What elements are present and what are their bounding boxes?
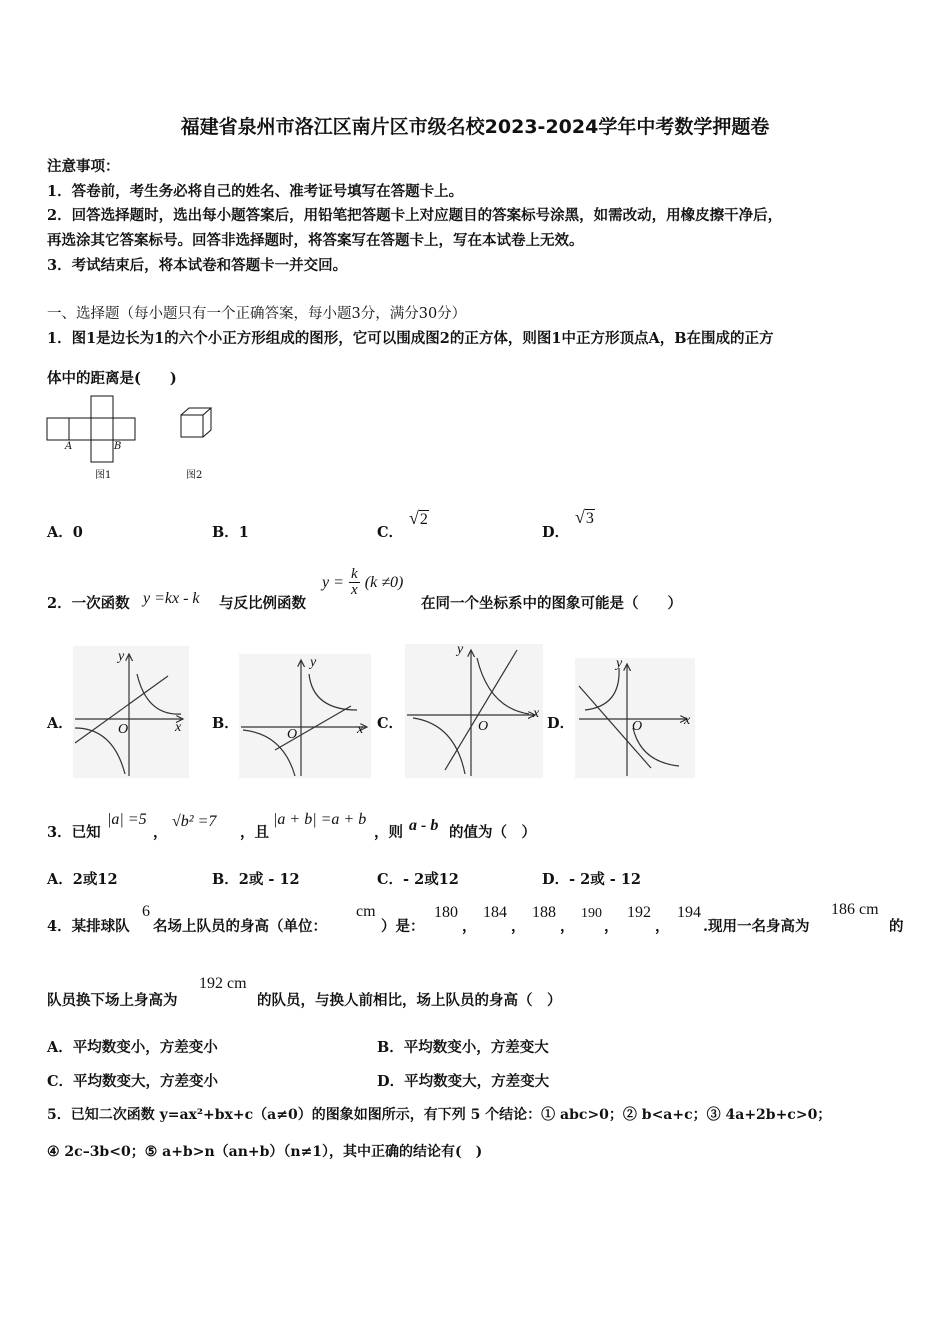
q3-mid: ，且 — [240, 824, 269, 841]
option-value: 1 — [238, 524, 249, 541]
q5-text-cont: ④ 2c–3b<0；⑤ a+b>n（an+b）（n≠1），其中正确的结论有( ) — [47, 1144, 483, 1160]
option-value: 平均数变小，方差变小 — [72, 1039, 218, 1056]
comma: ， — [604, 918, 619, 935]
height-value: 194 — [677, 904, 701, 921]
height-value: 184 — [483, 904, 507, 921]
q2-option-d[interactable]: D． — [547, 715, 575, 732]
q3-prefix: 3．已知 — [47, 824, 101, 841]
linear-function: y =kx - k — [143, 590, 200, 607]
a-minus-b-expression: a - b — [409, 817, 439, 834]
comma: ， — [462, 918, 477, 935]
fraction-numerator: k — [351, 566, 358, 582]
q4-text-cont: 队员换下场上身高为 — [47, 992, 178, 1009]
fraction-denominator: x — [351, 582, 358, 598]
q4-text: ）是： — [381, 918, 425, 935]
q4-text: 4．某排球队 — [47, 918, 130, 935]
origin-label: O — [287, 727, 298, 742]
q2-option-a[interactable]: A． — [47, 715, 73, 732]
q3-option-a[interactable] — [47, 868, 118, 889]
x-axis-label: x — [684, 713, 691, 728]
x-axis-label: x — [533, 706, 540, 721]
y-axis-label: y — [457, 642, 464, 657]
height-value: 190 — [581, 906, 602, 921]
option-key: C． — [377, 871, 404, 888]
cube-net-figure — [45, 395, 145, 465]
q1-text-cont: 体中的距离是( ) — [47, 370, 177, 387]
sqrt-b-expression: √b² =7 — [172, 813, 217, 830]
height-value: 188 — [532, 904, 556, 921]
point-a-label: A — [65, 441, 73, 452]
inverse-lhs: y = — [322, 574, 344, 591]
option-key: A． — [47, 524, 73, 541]
q1-option-b[interactable] — [212, 521, 249, 542]
notice-item: 3．考试结束后，将本试卷和答题卡一并交回。 — [47, 257, 348, 274]
q1-option-a[interactable] — [47, 521, 83, 542]
q2-option-c[interactable]: C． — [377, 715, 404, 732]
comma: ， — [511, 918, 526, 935]
origin-label: O — [478, 719, 489, 734]
radicand: 3 — [585, 510, 594, 527]
option-value: 平均数变大，方差变小 — [73, 1073, 219, 1090]
option-key: B． — [212, 871, 239, 888]
q2-suffix: 在同一个坐标系中的图象可能是（ ） — [421, 595, 682, 612]
option-value: 平均数变小，方差变大 — [403, 1039, 549, 1056]
q4-option-d[interactable] — [377, 1070, 549, 1091]
option-value: 0 — [72, 524, 83, 541]
comma: ， — [655, 918, 670, 935]
origin-label: O — [632, 719, 643, 734]
sqrt2-expression: √2 — [409, 508, 428, 528]
option-key: B． — [212, 524, 239, 541]
graph-a[interactable] — [73, 646, 189, 778]
comma: ， — [560, 918, 575, 935]
q3-option-d[interactable] — [542, 868, 641, 889]
graph-d[interactable] — [575, 658, 695, 778]
abs-a-expression: |a| =5 — [107, 811, 147, 828]
q5-text: 5．已知二次函数 y=ax²+bx+c（a≠0）的图象如图所示，有下列 5 个结论：① abc>0；② b<a+c；③ 4a+2b+c>0； — [47, 1107, 832, 1123]
notice-heading: 注意事项： — [47, 158, 120, 175]
q4-text-cont: 的队员，与换人前相比，场上队员的身高（ ） — [257, 992, 562, 1009]
option-key: A． — [47, 1039, 73, 1056]
option-value: - 2或 - 12 — [569, 871, 642, 888]
notice-item: 再选涂其它答案标号。回答非选择题时，将答案写在答题卡上，写在本试卷上无效。 — [47, 232, 584, 249]
y-axis-label: y — [118, 649, 125, 664]
sqrt3-expression: √3 — [575, 507, 594, 527]
height-value: 192 — [627, 904, 651, 921]
abs-sum-expression: |a + b| =a + b — [273, 811, 367, 828]
inverse-function — [322, 567, 403, 598]
notice-item: 1．答卷前，考生务必将自己的姓名、准考证号填写在答题卡上。 — [47, 183, 464, 200]
option-key: C． — [47, 1073, 74, 1090]
y-axis-label: y — [310, 655, 317, 670]
option-key: D． — [377, 1073, 405, 1090]
q1-text: 1．图1是边长为1的六个小正方形组成的图形，它可以围成图2的正方体，则图1中正方形顶点A，B在围成的正方 — [47, 330, 774, 347]
q4-option-c[interactable] — [47, 1070, 218, 1091]
q4-text: .现用一名身高为 — [703, 918, 810, 935]
q3-then: ，则 — [374, 824, 403, 841]
q1-option-d[interactable] — [542, 521, 569, 542]
q2-middle: 与反比例函数 — [219, 595, 306, 612]
option-key: C． — [377, 524, 404, 541]
q1-option-c[interactable] — [377, 521, 403, 542]
q2-option-b[interactable]: B． — [212, 715, 239, 732]
cube-figure — [178, 405, 218, 445]
q2-prefix: 2．一次函数 — [47, 595, 130, 612]
unit-cm: cm — [356, 903, 376, 920]
option-key: A． — [47, 871, 73, 888]
fig1-caption: 图1 — [95, 470, 112, 481]
section-heading: 一、选择题（每小题只有一个正确答案，每小题3分，满分30分） — [47, 306, 467, 322]
fig2-caption: 图2 — [186, 470, 203, 481]
comma: ， — [153, 824, 168, 841]
option-key: D． — [542, 871, 570, 888]
option-value: 2或12 — [72, 871, 118, 888]
option-key: B． — [377, 1039, 404, 1056]
q3-suffix: 的值为（ ） — [449, 824, 536, 841]
q4-option-b[interactable] — [377, 1036, 549, 1057]
inverse-condition: (k ≠0) — [364, 574, 404, 591]
origin-label: O — [118, 722, 129, 737]
option-value: 2或 - 12 — [238, 871, 300, 888]
page-title: 福建省泉州市洛江区南片区市级名校2023-2024学年中考数学押题卷 — [180, 116, 770, 138]
x-axis-label: x — [175, 720, 182, 735]
option-value: 平均数变大，方差变大 — [404, 1073, 550, 1090]
x-axis-label: x — [357, 722, 364, 737]
height-value: 180 — [434, 904, 458, 921]
q3-option-c[interactable] — [377, 868, 459, 889]
new-player-height: 186 cm — [831, 901, 879, 918]
point-b-label: B — [114, 441, 122, 452]
q4-option-a[interactable] — [47, 1036, 218, 1057]
team-count: 6 — [142, 903, 150, 920]
option-value: - 2或12 — [403, 871, 459, 888]
inverse-fraction — [349, 567, 360, 598]
q3-option-b[interactable] — [212, 868, 300, 889]
graph-b[interactable] — [239, 654, 371, 778]
q4-text: 的 — [889, 918, 904, 935]
graph-c[interactable] — [405, 644, 543, 778]
option-key: D． — [542, 524, 570, 541]
y-axis-label: y — [616, 656, 623, 671]
radicand: 2 — [419, 511, 428, 528]
notice-item: 2．回答选择题时，选出每小题答案后，用铅笔把答题卡上对应题目的答案标号涂黑，如需改动，用橡皮擦干净后， — [47, 207, 783, 224]
q4-text: 名场上队员的身高（单位： — [153, 918, 327, 935]
old-player-height: 192 cm — [199, 975, 247, 992]
